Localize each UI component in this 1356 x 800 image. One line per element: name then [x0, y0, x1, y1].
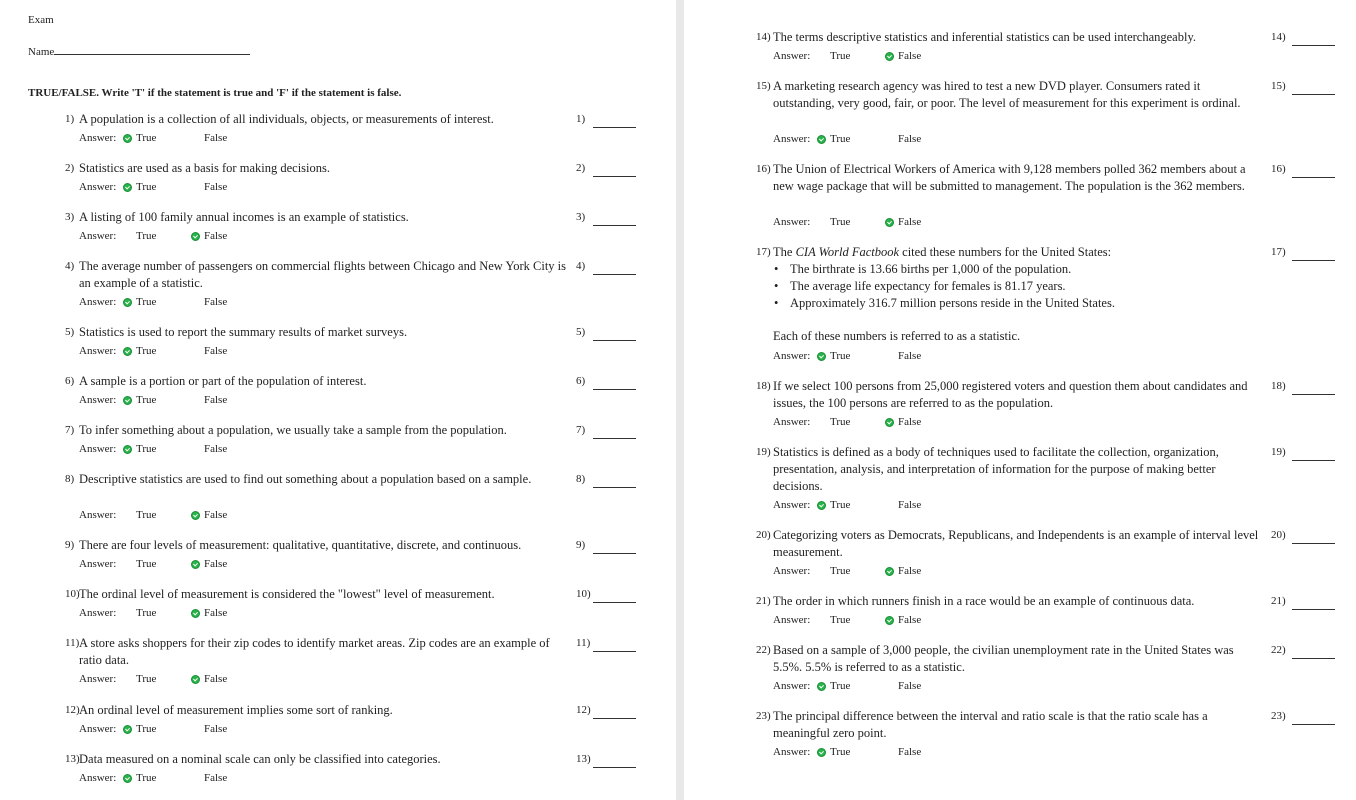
answer-label: Answer:: [773, 216, 811, 228]
answer-option-label: False: [204, 230, 228, 242]
answer-row: [79, 672, 262, 686]
question-number: 2): [65, 162, 75, 174]
question-text: Statistics is used to report the summary results of market surveys.: [79, 325, 408, 339]
check-icon: [817, 748, 826, 757]
answer-option-label: True: [136, 509, 157, 521]
answer-row: [773, 679, 956, 693]
check-icon: [885, 567, 894, 576]
answer-row: [79, 557, 262, 571]
answer-option-true: [817, 49, 885, 63]
question-number: 20): [756, 529, 771, 541]
question-number: 5): [65, 326, 75, 338]
answer-option-true: [817, 745, 885, 759]
question-text: An ordinal level of measurement implies some sort of ranking.: [79, 703, 393, 717]
answer-label: Answer:: [79, 509, 117, 521]
answer-option-true: [123, 180, 191, 194]
answer-label: Answer:: [773, 416, 811, 428]
check-icon: [817, 682, 826, 691]
question-number: 19): [756, 446, 771, 458]
answer-blank[interactable]: [593, 601, 636, 603]
question-number: 13): [65, 753, 80, 765]
answer-option-true: [123, 344, 191, 358]
answer-row: [79, 393, 262, 407]
answer-row: [79, 722, 262, 736]
response-number: 12): [576, 704, 591, 716]
question-number: 6): [65, 375, 75, 387]
answer-option-label: False: [898, 565, 922, 577]
answer-option-false: [885, 613, 956, 627]
answer-option-label: False: [204, 558, 228, 570]
bullet-item: • Approximately 316.7 million persons reside in the United States.: [773, 295, 1263, 312]
question-text: The Union of Electrical Workers of America with 9,128 members polled 362 members about a new wage package that will be submitted to management. The population is the 362 members.: [773, 162, 1246, 193]
answer-row: [773, 613, 956, 627]
answer-row: [79, 442, 262, 456]
answer-row: [773, 564, 956, 578]
question-text: Statistics is defined as a body of techniques used to facilitate the collection, organization, presentation, analysis, and interpretation of information for the purpose of making better decisions.: [773, 445, 1219, 493]
answer-option-label: False: [204, 345, 228, 357]
answer-blank[interactable]: [593, 766, 636, 768]
answer-option-false: [191, 606, 262, 620]
answer-blank[interactable]: [593, 717, 636, 719]
question-text: Statistics are used as a basis for making decisions.: [79, 161, 330, 175]
answer-option-label: True: [136, 181, 157, 193]
answer-row: [773, 215, 956, 229]
answer-option-true: [817, 215, 885, 229]
answer-option-false: [885, 745, 956, 759]
answer-option-true: [817, 679, 885, 693]
answer-option-label: False: [204, 181, 228, 193]
question-text: Data measured on a nominal scale can only be classified into categories.: [79, 752, 441, 766]
answer-label: Answer:: [79, 132, 117, 144]
answer-option-true: [817, 349, 885, 363]
check-icon: [817, 501, 826, 510]
response-number: 13): [576, 753, 591, 765]
answer-option-label: True: [830, 133, 851, 145]
question-number: 21): [756, 595, 771, 607]
question-number: 14): [756, 31, 771, 43]
answer-row: [773, 349, 956, 363]
question-text: A sample is a portion or part of the population of interest.: [79, 374, 367, 388]
answer-option-false: [191, 672, 262, 686]
check-icon: [123, 183, 132, 192]
answer-option-label: False: [204, 723, 228, 735]
answer-label: Answer:: [79, 607, 117, 619]
answer-option-label: False: [898, 133, 922, 145]
answer-option-label: True: [136, 723, 157, 735]
check-icon: [123, 134, 132, 143]
question-number: 12): [65, 704, 80, 716]
response-number: 19): [1271, 446, 1286, 458]
response-number: 4): [576, 260, 586, 272]
answer-blank[interactable]: [1292, 657, 1335, 659]
answer-label: Answer:: [79, 181, 117, 193]
bullet-item: • The birthrate is 13.66 births per 1,000 of the population.: [773, 261, 1263, 278]
answer-label: Answer:: [79, 296, 117, 308]
answer-row: [79, 229, 262, 243]
response-number: 14): [1271, 31, 1286, 43]
question-intro: [773, 244, 1263, 261]
answer-label: Answer:: [79, 723, 117, 735]
response-number: 18): [1271, 380, 1286, 392]
answer-option-label: False: [204, 509, 228, 521]
answer-option-label: False: [898, 216, 922, 228]
response-number: 2): [576, 162, 586, 174]
answer-option-true: [123, 229, 191, 243]
question-text: [773, 244, 1263, 345]
question-text: A store asks shoppers for their zip codes to identify market areas. Zip codes are an example of ratio data.: [79, 636, 550, 667]
question-text: Based on a sample of 3,000 people, the civilian unemployment rate in the United States was 5.5%. 5.5% is referred to as a statistic.: [773, 643, 1234, 674]
answer-blank[interactable]: [593, 437, 636, 439]
question-number: 17): [756, 246, 771, 258]
answer-option-false: [191, 722, 262, 736]
question-text: The terms descriptive statistics and inferential statistics can be used interchangeably.: [773, 30, 1197, 44]
answer-option-true: [123, 295, 191, 309]
source-title: CIA World Factbook: [795, 245, 900, 259]
question-number: 16): [756, 163, 771, 175]
question-text: There are four levels of measurement: qualitative, quantitative, discrete, and continuous.: [79, 538, 522, 552]
question-text: A marketing research agency was hired to test a new DVD player. Consumers rated it outstanding, very good, fair, or poor. The level of measurement for this experiment is ordinal.: [773, 79, 1241, 110]
question-number: 10): [65, 588, 80, 600]
answer-label: Answer:: [79, 394, 117, 406]
question-number: 23): [756, 710, 771, 722]
check-icon: [191, 560, 200, 569]
answer-label: Answer:: [773, 614, 811, 626]
answer-option-label: True: [830, 614, 851, 626]
answer-label: Answer:: [79, 345, 117, 357]
answer-blank[interactable]: [593, 273, 636, 275]
question-number: 8): [65, 473, 75, 485]
answer-blank[interactable]: [1292, 176, 1335, 178]
response-number: 15): [1271, 80, 1286, 92]
answer-option-label: False: [898, 416, 922, 428]
check-icon: [885, 218, 894, 227]
answer-option-true: [817, 415, 885, 429]
answer-option-true: [123, 557, 191, 571]
question-text: The order in which runners finish in a race would be an example of continuous data.: [773, 594, 1195, 608]
answer-option-label: False: [898, 746, 922, 758]
answer-option-label: True: [136, 230, 157, 242]
check-icon: [123, 396, 132, 405]
answer-option-false: [885, 132, 956, 146]
answer-option-label: True: [136, 443, 157, 455]
question-number: 7): [65, 424, 75, 436]
check-icon: [123, 725, 132, 734]
answer-label: Answer:: [79, 230, 117, 242]
answer-option-false: [191, 229, 262, 243]
check-icon: [817, 135, 826, 144]
response-number: 9): [576, 539, 586, 551]
answer-blank[interactable]: [593, 126, 636, 128]
exam-label: Exam: [28, 14, 54, 26]
answer-option-label: True: [136, 394, 157, 406]
answer-option-label: False: [204, 673, 228, 685]
question-number: 1): [65, 113, 75, 125]
answer-label: Answer:: [79, 443, 117, 455]
question-text: Categorizing voters as Democrats, Republicans, and Independents is an example of interval level measurement.: [773, 528, 1259, 559]
question-intro-pre: The: [773, 245, 796, 259]
answer-blank[interactable]: [593, 339, 636, 341]
answer-blank[interactable]: [593, 552, 636, 554]
answer-option-label: True: [830, 746, 851, 758]
answer-label: Answer:: [773, 680, 811, 692]
answer-option-true: [123, 606, 191, 620]
check-icon: [123, 347, 132, 356]
name-label: Name: [28, 46, 55, 58]
answer-option-label: False: [204, 443, 228, 455]
question-text: A listing of 100 family annual incomes is an example of statistics.: [79, 210, 409, 224]
answer-row: [773, 415, 956, 429]
response-number: 1): [576, 113, 586, 125]
answer-blank[interactable]: [1292, 393, 1335, 395]
question-text: If we select 100 persons from 25,000 registered voters and question them about candidates and issues, the 100 persons are referred to as the population.: [773, 379, 1248, 410]
answer-row: [79, 606, 262, 620]
exam-page-right: [684, 0, 1356, 800]
answer-option-false: [885, 564, 956, 578]
answer-label: Answer:: [79, 558, 117, 570]
answer-option-label: False: [898, 680, 922, 692]
answer-label: Answer:: [773, 350, 811, 362]
answer-option-label: True: [830, 50, 851, 62]
question-number: 3): [65, 211, 75, 223]
answer-option-false: [191, 131, 262, 145]
question-text: The ordinal level of measurement is considered the "lowest" level of measurement.: [79, 587, 495, 601]
question-number: 15): [756, 80, 771, 92]
answer-option-true: [817, 132, 885, 146]
answer-label: Answer:: [773, 746, 811, 758]
answer-blank[interactable]: [1292, 723, 1335, 725]
response-number: 17): [1271, 246, 1286, 258]
question-number: 11): [65, 637, 80, 649]
answer-option-false: [191, 442, 262, 456]
answer-option-false: [191, 508, 262, 522]
answer-option-label: True: [830, 416, 851, 428]
name-field[interactable]: [28, 44, 250, 58]
answer-option-label: True: [830, 216, 851, 228]
answer-option-false: [885, 679, 956, 693]
question-text: The average number of passengers on commercial flights between Chicago and New York City is an example of a statistic.: [79, 259, 567, 290]
check-icon: [885, 418, 894, 427]
answer-option-label: True: [136, 132, 157, 144]
check-icon: [191, 511, 200, 520]
bullet-list: [773, 261, 1263, 312]
answer-option-label: False: [204, 607, 228, 619]
answer-row: [79, 295, 262, 309]
response-number: 10): [576, 588, 591, 600]
question-text: Descriptive statistics are used to find out something about a population based on a sample.: [79, 472, 532, 486]
answer-option-false: [885, 415, 956, 429]
answer-row: [79, 508, 262, 522]
answer-option-label: False: [204, 132, 228, 144]
answer-option-false: [885, 215, 956, 229]
answer-option-label: True: [830, 350, 851, 362]
answer-option-label: True: [136, 607, 157, 619]
answer-row: [773, 498, 956, 512]
answer-option-label: False: [898, 499, 922, 511]
answer-blank[interactable]: [1292, 93, 1335, 95]
answer-label: Answer:: [773, 133, 811, 145]
check-icon: [191, 609, 200, 618]
bullet-item: • The average life expectancy for females is 81.17 years.: [773, 278, 1263, 295]
response-number: 6): [576, 375, 586, 387]
answer-option-true: [817, 564, 885, 578]
answer-option-label: True: [136, 296, 157, 308]
answer-option-true: [123, 131, 191, 145]
question-text: To infer something about a population, we usually take a sample from the population.: [79, 423, 507, 437]
answer-row: [773, 132, 956, 146]
answer-row: [773, 49, 956, 63]
response-number: 7): [576, 424, 586, 436]
response-number: 23): [1271, 710, 1286, 722]
answer-blank[interactable]: [1292, 608, 1335, 610]
answer-option-false: [191, 180, 262, 194]
question-intro-post: cited these numbers for the United States:: [899, 245, 1112, 259]
answer-option-label: False: [898, 614, 922, 626]
answer-option-label: True: [136, 772, 157, 784]
check-icon: [191, 675, 200, 684]
name-underline: [54, 44, 250, 55]
check-icon: [123, 298, 132, 307]
answer-label: Answer:: [773, 499, 811, 511]
question-conclusion: Each of these numbers is referred to as a statistic.: [773, 329, 1021, 343]
check-icon: [123, 445, 132, 454]
response-number: 11): [576, 637, 591, 649]
response-number: 8): [576, 473, 586, 485]
answer-option-true: [123, 771, 191, 785]
answer-option-true: [123, 508, 191, 522]
answer-option-label: True: [136, 558, 157, 570]
answer-blank[interactable]: [1292, 542, 1335, 544]
answer-option-false: [885, 349, 956, 363]
answer-label: Answer:: [773, 565, 811, 577]
question-text: The principal difference between the interval and ratio scale is that the ratio scale has a meaningful zero point.: [773, 709, 1208, 740]
answer-blank[interactable]: [593, 486, 636, 488]
answer-option-label: True: [830, 499, 851, 511]
answer-blank[interactable]: [593, 175, 636, 177]
response-number: 3): [576, 211, 586, 223]
answer-option-label: True: [830, 680, 851, 692]
question-text: A population is a collection of all individuals, objects, or measurements of interest.: [79, 112, 494, 126]
question-number: 9): [65, 539, 75, 551]
section-title: TRUE/FALSE. Write 'T' if the statement is true and 'F' if the statement is false.: [28, 87, 402, 99]
answer-label: Answer:: [773, 50, 811, 62]
answer-blank[interactable]: [593, 650, 636, 652]
answer-option-false: [885, 49, 956, 63]
answer-option-false: [191, 295, 262, 309]
check-icon: [123, 774, 132, 783]
exam-page-left: [0, 0, 676, 800]
answer-blank[interactable]: [593, 388, 636, 390]
response-number: 21): [1271, 595, 1286, 607]
answer-option-true: [123, 393, 191, 407]
answer-blank[interactable]: [593, 224, 636, 226]
answer-row: [79, 180, 262, 194]
answer-option-false: [191, 771, 262, 785]
answer-option-false: [191, 557, 262, 571]
answer-option-true: [817, 498, 885, 512]
answer-option-label: False: [204, 296, 228, 308]
answer-option-label: True: [136, 345, 157, 357]
answer-label: Answer:: [79, 772, 117, 784]
answer-blank[interactable]: [1292, 459, 1335, 461]
answer-row: [79, 771, 262, 785]
check-icon: [885, 616, 894, 625]
answer-option-true: [817, 613, 885, 627]
answer-option-label: True: [136, 673, 157, 685]
answer-option-label: True: [830, 565, 851, 577]
question-number: 4): [65, 260, 75, 272]
answer-option-false: [191, 393, 262, 407]
answer-option-false: [885, 498, 956, 512]
question-number: 18): [756, 380, 771, 392]
answer-option-true: [123, 672, 191, 686]
check-icon: [885, 52, 894, 61]
answer-option-true: [123, 442, 191, 456]
answer-row: [773, 745, 956, 759]
response-number: 22): [1271, 644, 1286, 656]
answer-option-false: [191, 344, 262, 358]
answer-option-true: [123, 722, 191, 736]
response-number: 16): [1271, 163, 1286, 175]
response-number: 5): [576, 326, 586, 338]
answer-option-label: False: [898, 50, 922, 62]
answer-option-label: False: [204, 394, 228, 406]
answer-label: Answer:: [79, 673, 117, 685]
answer-option-label: False: [204, 772, 228, 784]
answer-row: [79, 131, 262, 145]
check-icon: [817, 352, 826, 361]
answer-blank[interactable]: [1292, 259, 1335, 261]
answer-option-label: False: [898, 350, 922, 362]
response-number: 20): [1271, 529, 1286, 541]
question-number: 22): [756, 644, 771, 656]
answer-blank[interactable]: [1292, 44, 1335, 46]
answer-row: [79, 344, 262, 358]
check-icon: [191, 232, 200, 241]
